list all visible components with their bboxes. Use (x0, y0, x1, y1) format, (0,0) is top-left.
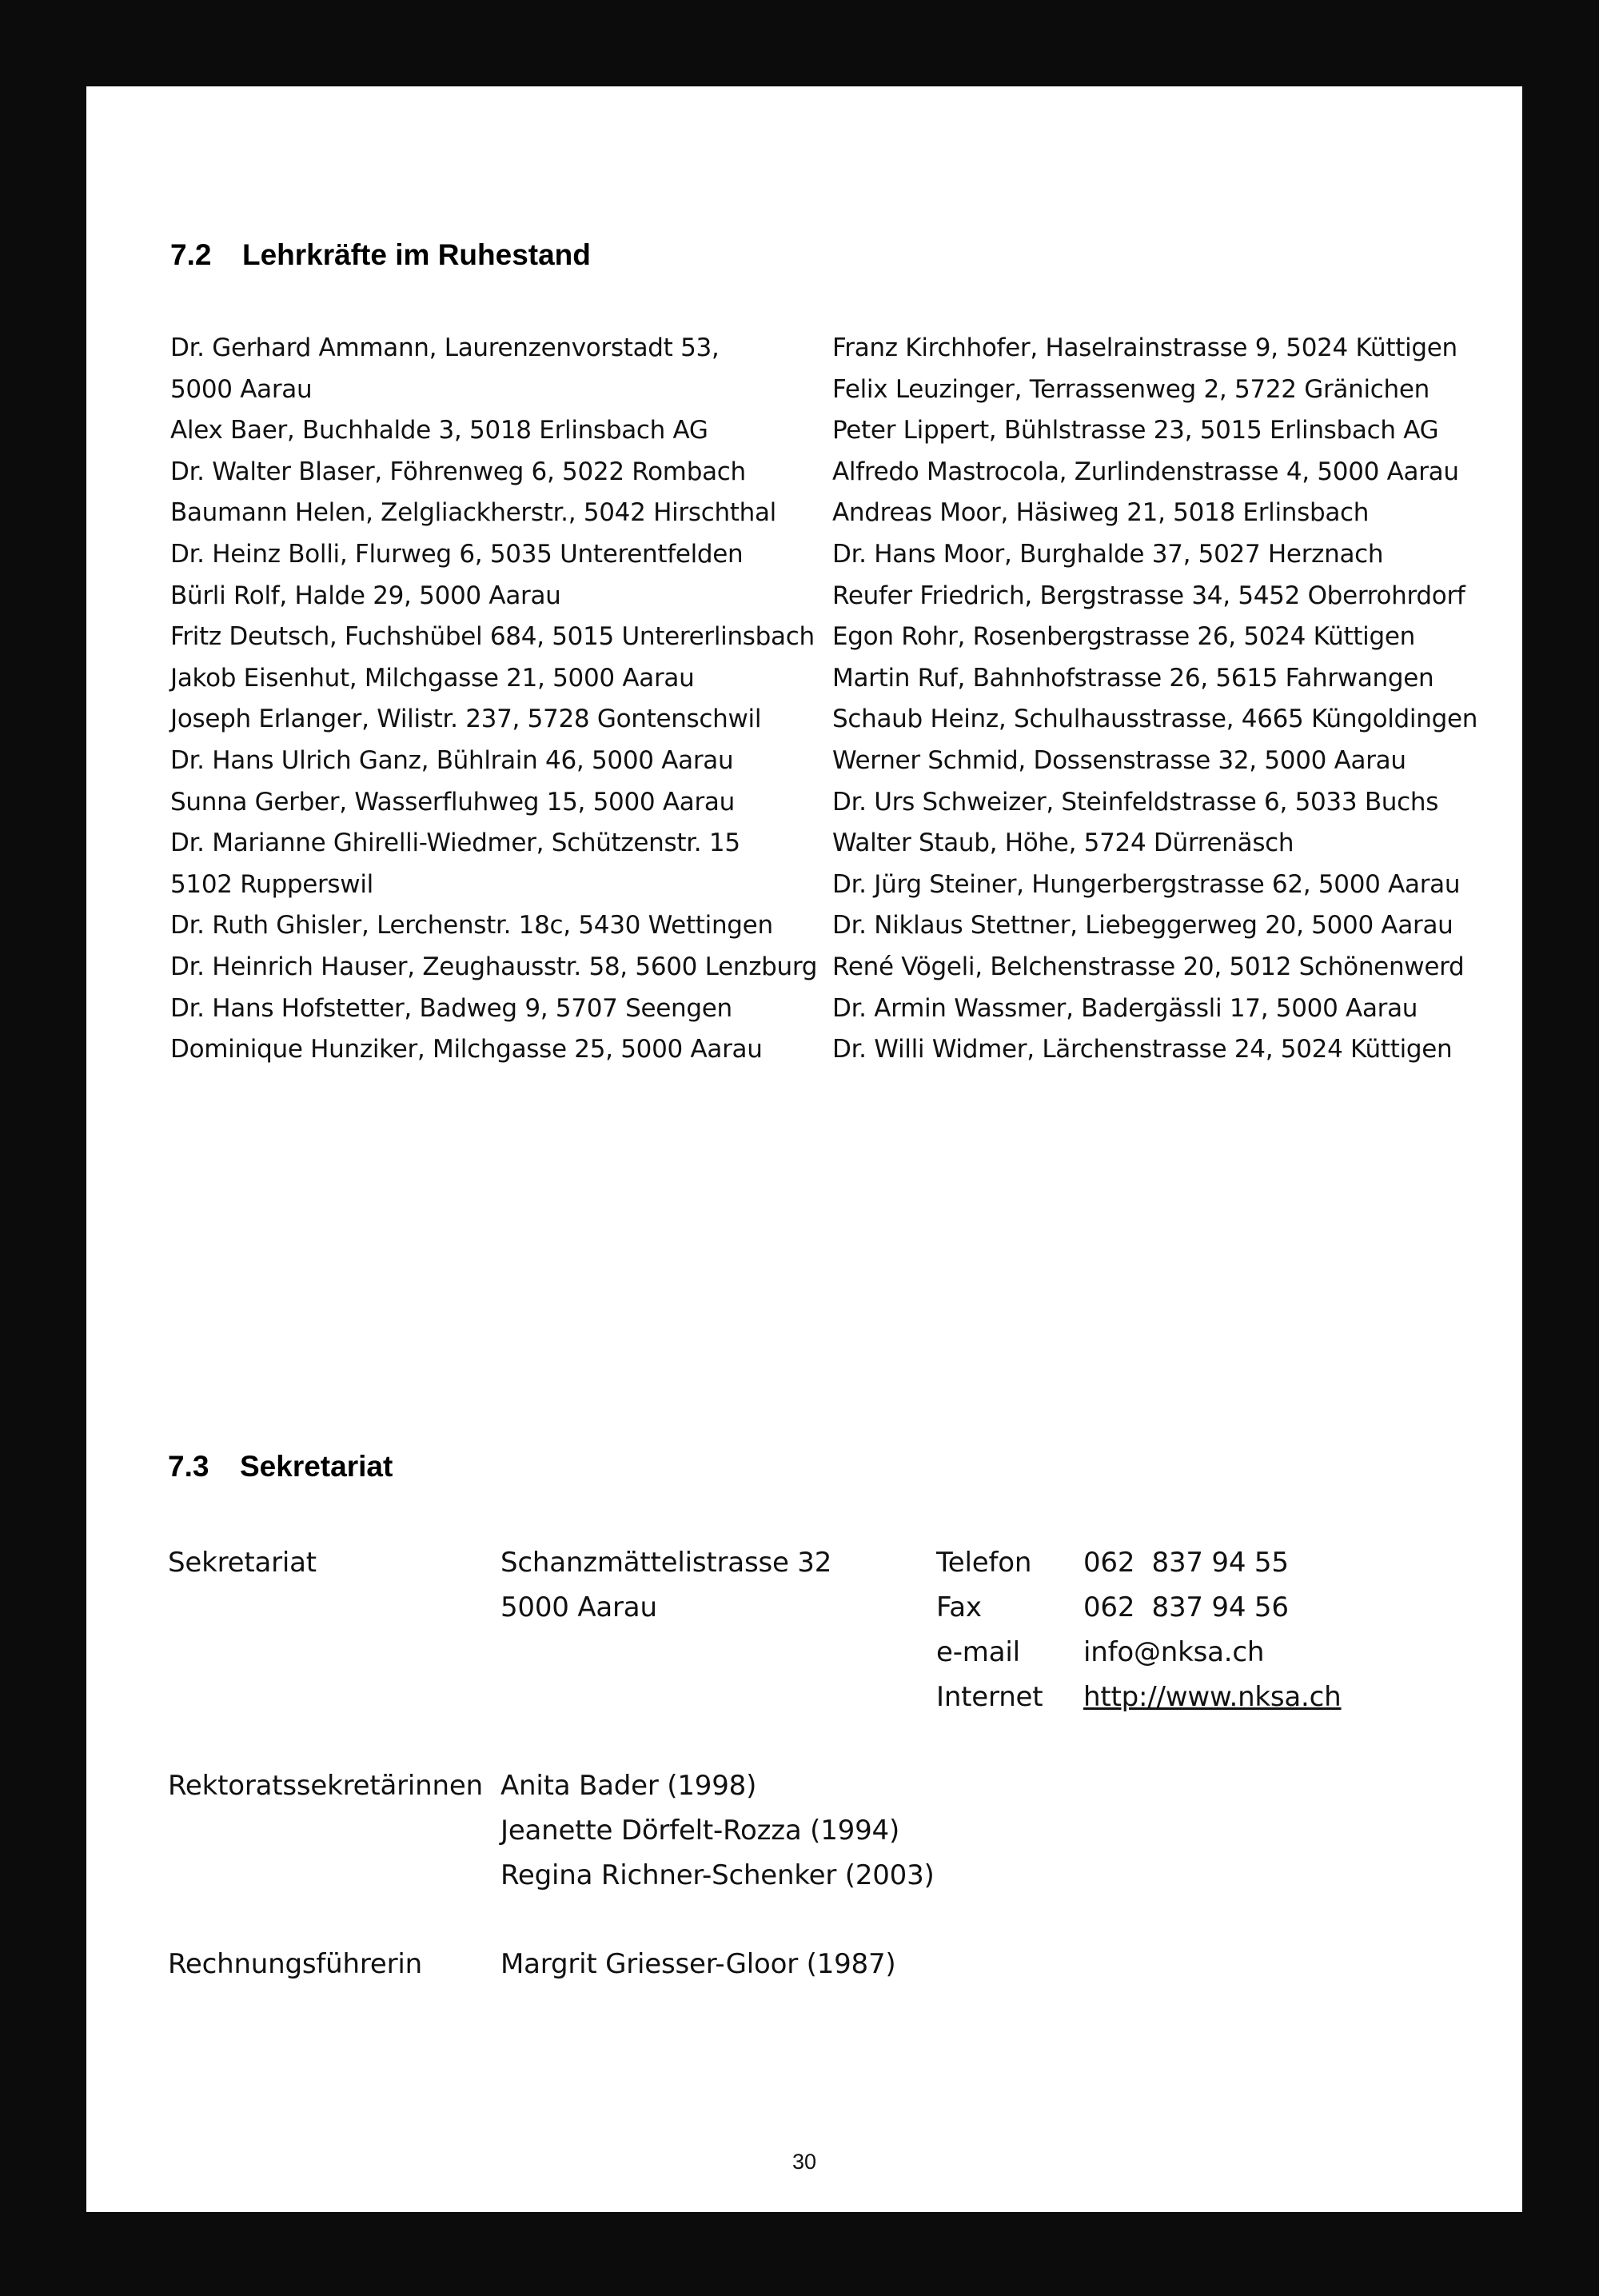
retired-teacher-entry: Alfredo Mastrocola, Zurlindenstrasse 4, 5000 Aarau (832, 457, 1459, 486)
section-heading-7-3 (168, 1451, 393, 1481)
retired-teacher-entry: Dr. Ruth Ghisler, Lerchenstr. 18c, 5430 Wettingen (170, 911, 773, 940)
retired-teacher-entry: Dr. Marianne Ghirelli-Wiedmer, Schützenstr. 15 (170, 829, 740, 858)
fax-label: Fax (936, 1591, 982, 1623)
retired-teacher-entry: Franz Kirchhofer, Haselrainstrasse 9, 5024 Küttigen (832, 333, 1457, 362)
retired-teacher-entry: René Vögeli, Belchenstrasse 20, 5012 Schönenwerd (832, 952, 1465, 981)
retired-teacher-entry: Werner Schmid, Dossenstrasse 32, 5000 Aarau (832, 745, 1406, 775)
retired-teacher-entry: Dr. Armin Wassmer, Badergässli 17, 5000 Aarau (832, 993, 1418, 1023)
section-title: Lehrkräfte im Ruhestand (242, 238, 591, 271)
retired-teacher-entry: Dr. Hans Ulrich Ganz, Bühlrain 46, 5000 Aarau (170, 745, 734, 775)
website-label: Internet (936, 1681, 1043, 1713)
retired-teacher-entry: 5000 Aarau (170, 374, 313, 404)
retired-teacher-entry: Felix Leuzinger, Terrassenweg 2, 5722 Gränichen (832, 374, 1430, 404)
retired-teacher-entry: Walter Staub, Höhe, 5724 Dürrenäsch (832, 829, 1294, 858)
retired-teacher-entry: Dr. Niklaus Stettner, Liebeggerweg 20, 5000 Aarau (832, 911, 1453, 940)
staff-name: Jeanette Dörfelt-Rozza (1994) (500, 1815, 900, 1847)
retired-teacher-entry: Dr. Jürg Steiner, Hungerbergstrasse 62, 5000 Aarau (832, 869, 1461, 899)
retired-teachers-left-column (170, 328, 817, 1071)
retired-teacher-entry: Dr. Willi Widmer, Lärchenstrasse 24, 5024 Küttigen (832, 1035, 1453, 1064)
document-page (86, 86, 1522, 2212)
retired-teacher-entry: Dr. Heinrich Hauser, Zeughausstr. 58, 5600 Lenzburg (170, 952, 818, 981)
retired-teacher-entry: Bürli Rolf, Halde 29, 5000 Aarau (170, 581, 561, 610)
retired-teacher-entry: Peter Lippert, Bühlstrasse 23, 5015 Erlinsbach AG (832, 416, 1439, 445)
retired-teacher-entry: Dr. Hans Hofstetter, Badweg 9, 5707 Seengen (170, 993, 732, 1023)
staff-name: Regina Richner-Schenker (2003) (500, 1859, 935, 1891)
section-number: 7.2 (170, 238, 212, 271)
phone-label: Telefon (936, 1547, 1032, 1579)
page-number: 30 (792, 2150, 817, 2174)
section-title: Sekretariat (240, 1450, 393, 1483)
retired-teacher-entry: Jakob Eisenhut, Milchgasse 21, 5000 Aarau (170, 663, 695, 693)
address-line: Schanzmättelistrasse 32 (500, 1547, 832, 1579)
email-label: e-mail (936, 1636, 1020, 1668)
website-link[interactable]: http://www.nksa.ch (1083, 1681, 1342, 1713)
retired-teacher-entry: Schaub Heinz, Schulhausstrasse, 4665 Küngoldingen (832, 705, 1478, 734)
sekretariat-address (500, 1540, 831, 1630)
retired-teachers-right-column (832, 328, 1477, 1071)
contact-labels (936, 1540, 1043, 1719)
retired-teacher-entry: Joseph Erlanger, Wilistr. 237, 5728 Gontenschwil (170, 705, 762, 734)
retired-teacher-entry: Dr. Gerhard Ammann, Laurenzenvorstadt 53, (170, 333, 720, 362)
retired-teacher-entry: Egon Rohr, Rosenbergstrasse 26, 5024 Küttigen (832, 622, 1415, 652)
retired-teacher-entry: Fritz Deutsch, Fuchshübel 684, 5015 Untererlinsbach (170, 622, 815, 652)
retired-teacher-entry: Dominique Hunziker, Milchgasse 25, 5000 Aarau (170, 1035, 763, 1064)
retired-teacher-entry: Dr. Heinz Bolli, Flurweg 6, 5035 Unterentfelden (170, 539, 744, 569)
section-heading-7-2 (170, 240, 591, 270)
rechnungsfuehrerin-name: Margrit Griesser-Gloor (1987) (500, 1948, 896, 1980)
retired-teacher-entry: Reufer Friedrich, Bergstrasse 34, 5452 Oberrohrdorf (832, 581, 1465, 610)
retired-teacher-entry: Alex Baer, Buchhalde 3, 5018 Erlinsbach AG (170, 416, 708, 445)
address-line: 5000 Aarau (500, 1591, 657, 1623)
retired-teacher-entry: Sunna Gerber, Wasserfluhweg 15, 5000 Aarau (170, 787, 735, 817)
rektoratssekretaerinnen-label: Rektoratssekretärinnen (168, 1770, 483, 1802)
retired-teacher-entry: Dr. Hans Moor, Burghalde 37, 5027 Herznach (832, 539, 1384, 569)
retired-teacher-entry: Baumann Helen, Zelgliackherstr., 5042 Hirschthal (170, 498, 776, 528)
rektoratssekretaerinnen-names (500, 1763, 935, 1898)
phone-value: 062 837 94 55 (1083, 1547, 1289, 1579)
retired-teacher-entry: 5102 Rupperswil (170, 869, 373, 899)
email-link[interactable]: info@nksa.ch (1083, 1636, 1265, 1668)
rechnungsfuehrerin-label: Rechnungsführerin (168, 1948, 422, 1980)
staff-name: Anita Bader (1998) (500, 1770, 757, 1802)
sekretariat-label: Sekretariat (168, 1547, 317, 1579)
fax-value: 062 837 94 56 (1083, 1591, 1289, 1623)
section-number: 7.3 (168, 1450, 209, 1483)
retired-teacher-entry: Andreas Moor, Häsiweg 21, 5018 Erlinsbach (832, 498, 1370, 528)
contact-values (1083, 1540, 1342, 1719)
retired-teacher-entry: Dr. Walter Blaser, Föhrenweg 6, 5022 Rombach (170, 457, 746, 486)
website-link-row (1083, 1675, 1342, 1719)
retired-teacher-entry: Dr. Urs Schweizer, Steinfeldstrasse 6, 5033 Buchs (832, 787, 1439, 817)
retired-teacher-entry: Martin Ruf, Bahnhofstrasse 26, 5615 Fahrwangen (832, 663, 1434, 693)
